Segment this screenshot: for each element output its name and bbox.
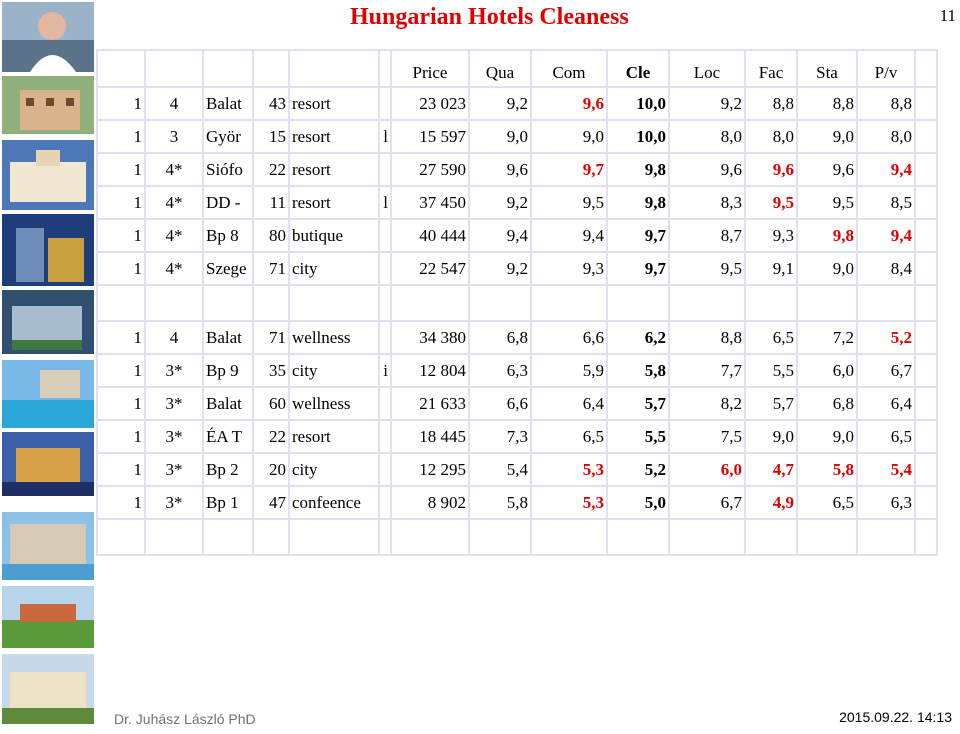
cell-hotel-name: ÉA T bbox=[203, 420, 253, 453]
cell-staff: 6,0 bbox=[797, 354, 857, 387]
cell-price-value: 6,5 bbox=[857, 420, 915, 453]
cell-cleaness: 9,7 bbox=[607, 252, 669, 285]
cell-rooms: 15 bbox=[253, 120, 289, 153]
cell-price: 15 597 bbox=[391, 120, 469, 153]
spacer-row bbox=[97, 285, 937, 321]
cell-price: 8 902 bbox=[391, 486, 469, 519]
table-row bbox=[97, 87, 937, 120]
header-price: Price bbox=[391, 50, 469, 87]
cell-comfort: 9,7 bbox=[531, 153, 607, 186]
cell-empty bbox=[915, 519, 937, 555]
header-stars bbox=[145, 50, 203, 87]
cell-hotel-name: Bp 8 bbox=[203, 219, 253, 252]
cell-staff: 8,8 bbox=[797, 87, 857, 120]
cell-extra bbox=[379, 321, 391, 354]
cell-hotel-name: Bp 2 bbox=[203, 453, 253, 486]
cell-rooms: 11 bbox=[253, 186, 289, 219]
cell-rank: 1 bbox=[97, 120, 145, 153]
cell-location: 9,2 bbox=[669, 87, 745, 120]
cell-hotel-type: resort bbox=[289, 420, 379, 453]
cell-spacer bbox=[915, 453, 937, 486]
spacer-row bbox=[97, 519, 937, 555]
cell-cleaness: 9,8 bbox=[607, 186, 669, 219]
cell-location: 6,0 bbox=[669, 453, 745, 486]
cell-comfort: 9,5 bbox=[531, 186, 607, 219]
cell-stars: 4 bbox=[145, 321, 203, 354]
cell-price: 12 804 bbox=[391, 354, 469, 387]
cell-cleaness: 10,0 bbox=[607, 120, 669, 153]
cell-price-value: 6,3 bbox=[857, 486, 915, 519]
cell-quality: 7,3 bbox=[469, 420, 531, 453]
cell-quality: 9,4 bbox=[469, 219, 531, 252]
cell-hotel-name: Bp 1 bbox=[203, 486, 253, 519]
cell-empty bbox=[391, 285, 469, 321]
footer-date: 2015.09.22. 14:13 bbox=[839, 709, 952, 725]
cell-spacer bbox=[915, 387, 937, 420]
cell-hotel-name: Györ bbox=[203, 120, 253, 153]
cell-spacer bbox=[915, 354, 937, 387]
table-row bbox=[97, 153, 937, 186]
cell-extra bbox=[379, 420, 391, 453]
cell-spacer bbox=[915, 486, 937, 519]
footer-author: Dr. Juhász László PhD bbox=[114, 711, 256, 727]
table-row bbox=[97, 120, 937, 153]
table-row bbox=[97, 486, 937, 519]
cell-extra bbox=[379, 219, 391, 252]
cell-cleaness: 5,2 bbox=[607, 453, 669, 486]
cell-comfort: 9,0 bbox=[531, 120, 607, 153]
cell-hotel-type: butique bbox=[289, 219, 379, 252]
cell-hotel-type: wellness bbox=[289, 387, 379, 420]
cell-price-value: 8,0 bbox=[857, 120, 915, 153]
header-hotel-name bbox=[203, 50, 253, 87]
cell-rank: 1 bbox=[97, 420, 145, 453]
cell-cleaness: 5,5 bbox=[607, 420, 669, 453]
cell-rank: 1 bbox=[97, 219, 145, 252]
cell-staff: 9,6 bbox=[797, 153, 857, 186]
cell-staff: 9,8 bbox=[797, 219, 857, 252]
table-body bbox=[97, 50, 937, 555]
cell-stars: 4 bbox=[145, 87, 203, 120]
cell-cleaness: 5,8 bbox=[607, 354, 669, 387]
cell-rooms: 35 bbox=[253, 354, 289, 387]
cell-quality: 9,2 bbox=[469, 186, 531, 219]
cell-price-value: 8,8 bbox=[857, 87, 915, 120]
cell-stars: 4* bbox=[145, 219, 203, 252]
cell-comfort: 5,3 bbox=[531, 453, 607, 486]
cell-quality: 9,2 bbox=[469, 87, 531, 120]
cell-facilities: 6,5 bbox=[745, 321, 797, 354]
hotel-photo bbox=[2, 432, 94, 496]
header-hotel-type bbox=[289, 50, 379, 87]
hotel-photo bbox=[2, 140, 94, 210]
cell-stars: 3* bbox=[145, 420, 203, 453]
cell-location: 7,5 bbox=[669, 420, 745, 453]
cell-rooms: 60 bbox=[253, 387, 289, 420]
cell-empty bbox=[203, 519, 253, 555]
cell-empty bbox=[97, 285, 145, 321]
cell-price-value: 5,2 bbox=[857, 321, 915, 354]
cell-stars: 4* bbox=[145, 153, 203, 186]
cell-staff: 6,8 bbox=[797, 387, 857, 420]
cell-location: 8,0 bbox=[669, 120, 745, 153]
cell-facilities: 9,1 bbox=[745, 252, 797, 285]
cell-price-value: 8,5 bbox=[857, 186, 915, 219]
cell-facilities: 9,3 bbox=[745, 219, 797, 252]
hotel-photo bbox=[2, 360, 94, 428]
cell-facilities: 4,7 bbox=[745, 453, 797, 486]
cell-facilities: 9,5 bbox=[745, 186, 797, 219]
header-facilities: Fac bbox=[745, 50, 797, 87]
cell-spacer bbox=[915, 120, 937, 153]
photo-strip-graphic bbox=[0, 0, 96, 729]
cell-price: 22 547 bbox=[391, 252, 469, 285]
cell-rooms: 71 bbox=[253, 252, 289, 285]
cell-location: 8,3 bbox=[669, 186, 745, 219]
hotel-photo bbox=[2, 654, 94, 724]
cell-cleaness: 5,7 bbox=[607, 387, 669, 420]
cell-stars: 4* bbox=[145, 186, 203, 219]
cell-hotel-type: city bbox=[289, 252, 379, 285]
cell-price-value: 8,4 bbox=[857, 252, 915, 285]
cell-cleaness: 9,7 bbox=[607, 219, 669, 252]
cell-rooms: 22 bbox=[253, 153, 289, 186]
cell-stars: 3* bbox=[145, 387, 203, 420]
cell-comfort: 5,9 bbox=[531, 354, 607, 387]
table-row bbox=[97, 387, 937, 420]
cell-spacer bbox=[915, 87, 937, 120]
cell-price-value: 6,4 bbox=[857, 387, 915, 420]
cell-empty bbox=[607, 519, 669, 555]
cell-price-value: 9,4 bbox=[857, 219, 915, 252]
cell-extra bbox=[379, 486, 391, 519]
cell-extra bbox=[379, 153, 391, 186]
cell-comfort: 9,3 bbox=[531, 252, 607, 285]
cell-facilities: 5,7 bbox=[745, 387, 797, 420]
cell-stars: 3* bbox=[145, 486, 203, 519]
cell-staff: 6,5 bbox=[797, 486, 857, 519]
cell-extra bbox=[379, 252, 391, 285]
cell-rooms: 71 bbox=[253, 321, 289, 354]
header-quality: Qua bbox=[469, 50, 531, 87]
cell-price: 37 450 bbox=[391, 186, 469, 219]
cell-quality: 6,6 bbox=[469, 387, 531, 420]
cell-price: 34 380 bbox=[391, 321, 469, 354]
cell-price: 27 590 bbox=[391, 153, 469, 186]
cell-empty bbox=[145, 519, 203, 555]
cell-location: 6,7 bbox=[669, 486, 745, 519]
cell-price: 21 633 bbox=[391, 387, 469, 420]
table-row bbox=[97, 186, 937, 219]
cell-location: 9,6 bbox=[669, 153, 745, 186]
header-rooms bbox=[253, 50, 289, 87]
cell-extra bbox=[379, 453, 391, 486]
cell-comfort: 9,6 bbox=[531, 87, 607, 120]
cell-location: 9,5 bbox=[669, 252, 745, 285]
cell-rooms: 43 bbox=[253, 87, 289, 120]
cell-rooms: 22 bbox=[253, 420, 289, 453]
cell-comfort: 6,4 bbox=[531, 387, 607, 420]
cell-spacer bbox=[915, 321, 937, 354]
cell-empty bbox=[857, 519, 915, 555]
table-row bbox=[97, 321, 937, 354]
cell-hotel-type: wellness bbox=[289, 321, 379, 354]
cell-spacer bbox=[915, 186, 937, 219]
table-row bbox=[97, 354, 937, 387]
cell-extra bbox=[379, 87, 391, 120]
cell-hotel-type: resort bbox=[289, 186, 379, 219]
cell-spacer bbox=[915, 153, 937, 186]
cell-empty bbox=[289, 519, 379, 555]
cell-extra bbox=[379, 387, 391, 420]
cell-price: 12 295 bbox=[391, 453, 469, 486]
cell-staff: 9,5 bbox=[797, 186, 857, 219]
hotel-photo bbox=[2, 586, 94, 648]
cell-extra: l bbox=[379, 120, 391, 153]
cell-price: 40 444 bbox=[391, 219, 469, 252]
cell-rank: 1 bbox=[97, 321, 145, 354]
cell-hotel-type: city bbox=[289, 354, 379, 387]
cell-empty bbox=[607, 285, 669, 321]
cell-location: 8,7 bbox=[669, 219, 745, 252]
cell-empty bbox=[253, 285, 289, 321]
cell-empty bbox=[469, 285, 531, 321]
cell-staff: 7,2 bbox=[797, 321, 857, 354]
cell-quality: 5,4 bbox=[469, 453, 531, 486]
header-price-value: P/v bbox=[857, 50, 915, 87]
cell-rank: 1 bbox=[97, 153, 145, 186]
hotel-photo bbox=[2, 76, 94, 134]
cell-rank: 1 bbox=[97, 486, 145, 519]
cell-empty bbox=[379, 285, 391, 321]
cell-quality: 9,2 bbox=[469, 252, 531, 285]
cell-quality: 6,8 bbox=[469, 321, 531, 354]
cell-rank: 1 bbox=[97, 453, 145, 486]
cell-hotel-name: DD - bbox=[203, 186, 253, 219]
cell-empty bbox=[253, 519, 289, 555]
cell-price: 18 445 bbox=[391, 420, 469, 453]
cell-empty bbox=[145, 285, 203, 321]
cell-hotel-type: confeence bbox=[289, 486, 379, 519]
cell-hotel-name: Balat bbox=[203, 387, 253, 420]
cell-empty bbox=[469, 519, 531, 555]
cell-rooms: 47 bbox=[253, 486, 289, 519]
cell-quality: 5,8 bbox=[469, 486, 531, 519]
cell-empty bbox=[391, 519, 469, 555]
header-extra bbox=[379, 50, 391, 87]
cell-spacer bbox=[915, 219, 937, 252]
cell-price: 23 023 bbox=[391, 87, 469, 120]
portrait-photo bbox=[2, 2, 94, 72]
cell-rank: 1 bbox=[97, 387, 145, 420]
cell-empty bbox=[857, 285, 915, 321]
cell-empty bbox=[97, 519, 145, 555]
cell-hotel-name: Bp 9 bbox=[203, 354, 253, 387]
cell-rooms: 80 bbox=[253, 219, 289, 252]
cell-empty bbox=[797, 519, 857, 555]
cell-staff: 9,0 bbox=[797, 420, 857, 453]
cell-quality: 9,0 bbox=[469, 120, 531, 153]
cell-location: 8,8 bbox=[669, 321, 745, 354]
hotel-photo bbox=[2, 512, 94, 580]
table-row bbox=[97, 420, 937, 453]
cell-extra: i bbox=[379, 354, 391, 387]
page-title: Hungarian Hotels Cleaness bbox=[350, 4, 629, 30]
cell-empty bbox=[203, 285, 253, 321]
cell-hotel-name: Szege bbox=[203, 252, 253, 285]
cell-rank: 1 bbox=[97, 354, 145, 387]
cell-comfort: 5,3 bbox=[531, 486, 607, 519]
cell-empty bbox=[669, 519, 745, 555]
table-row bbox=[97, 453, 937, 486]
cell-extra: l bbox=[379, 186, 391, 219]
cell-empty bbox=[797, 285, 857, 321]
cell-comfort: 6,6 bbox=[531, 321, 607, 354]
cell-empty bbox=[531, 285, 607, 321]
cell-quality: 9,6 bbox=[469, 153, 531, 186]
cell-hotel-type: resort bbox=[289, 153, 379, 186]
cell-stars: 3 bbox=[145, 120, 203, 153]
cell-price-value: 6,7 bbox=[857, 354, 915, 387]
table-row bbox=[97, 219, 937, 252]
cell-staff: 5,8 bbox=[797, 453, 857, 486]
cell-cleaness: 6,2 bbox=[607, 321, 669, 354]
hotel-photo bbox=[2, 290, 94, 354]
cell-location: 7,7 bbox=[669, 354, 745, 387]
cell-stars: 4* bbox=[145, 252, 203, 285]
cell-quality: 6,3 bbox=[469, 354, 531, 387]
hotel-ratings-table bbox=[96, 49, 938, 556]
cell-rank: 1 bbox=[97, 87, 145, 120]
cell-price-value: 5,4 bbox=[857, 453, 915, 486]
cell-facilities: 8,8 bbox=[745, 87, 797, 120]
cell-rooms: 20 bbox=[253, 453, 289, 486]
cell-hotel-type: city bbox=[289, 453, 379, 486]
cell-staff: 9,0 bbox=[797, 120, 857, 153]
cell-hotel-name: Siófo bbox=[203, 153, 253, 186]
hotel-photo bbox=[2, 214, 94, 286]
cell-hotel-type: resort bbox=[289, 120, 379, 153]
cell-rank: 1 bbox=[97, 252, 145, 285]
cell-empty bbox=[531, 519, 607, 555]
cell-hotel-name: Balat bbox=[203, 321, 253, 354]
cell-stars: 3* bbox=[145, 354, 203, 387]
page-number: 11 bbox=[939, 6, 956, 25]
cell-facilities: 5,5 bbox=[745, 354, 797, 387]
cell-empty bbox=[745, 285, 797, 321]
header-cleaness: Cle bbox=[607, 50, 669, 87]
header-comfort: Com bbox=[531, 50, 607, 87]
cell-hotel-type: resort bbox=[289, 87, 379, 120]
cell-cleaness: 10,0 bbox=[607, 87, 669, 120]
cell-facilities: 8,0 bbox=[745, 120, 797, 153]
cell-hotel-name: Balat bbox=[203, 87, 253, 120]
cell-empty bbox=[379, 519, 391, 555]
cell-facilities: 9,6 bbox=[745, 153, 797, 186]
cell-stars: 3* bbox=[145, 453, 203, 486]
header-staff: Sta bbox=[797, 50, 857, 87]
cell-rank: 1 bbox=[97, 186, 145, 219]
cell-comfort: 9,4 bbox=[531, 219, 607, 252]
cell-price-value: 9,4 bbox=[857, 153, 915, 186]
cell-empty bbox=[745, 519, 797, 555]
photo-strip bbox=[0, 0, 96, 729]
cell-location: 8,2 bbox=[669, 387, 745, 420]
cell-empty bbox=[669, 285, 745, 321]
cell-facilities: 9,0 bbox=[745, 420, 797, 453]
cell-spacer bbox=[915, 252, 937, 285]
cell-cleaness: 5,0 bbox=[607, 486, 669, 519]
cell-empty bbox=[289, 285, 379, 321]
table-row bbox=[97, 252, 937, 285]
header-location: Loc bbox=[669, 50, 745, 87]
header-row bbox=[97, 50, 937, 87]
cell-staff: 9,0 bbox=[797, 252, 857, 285]
cell-cleaness: 9,8 bbox=[607, 153, 669, 186]
cell-comfort: 6,5 bbox=[531, 420, 607, 453]
cell-spacer bbox=[915, 420, 937, 453]
cell-facilities: 4,9 bbox=[745, 486, 797, 519]
cell-empty bbox=[915, 285, 937, 321]
header-rank bbox=[97, 50, 145, 87]
